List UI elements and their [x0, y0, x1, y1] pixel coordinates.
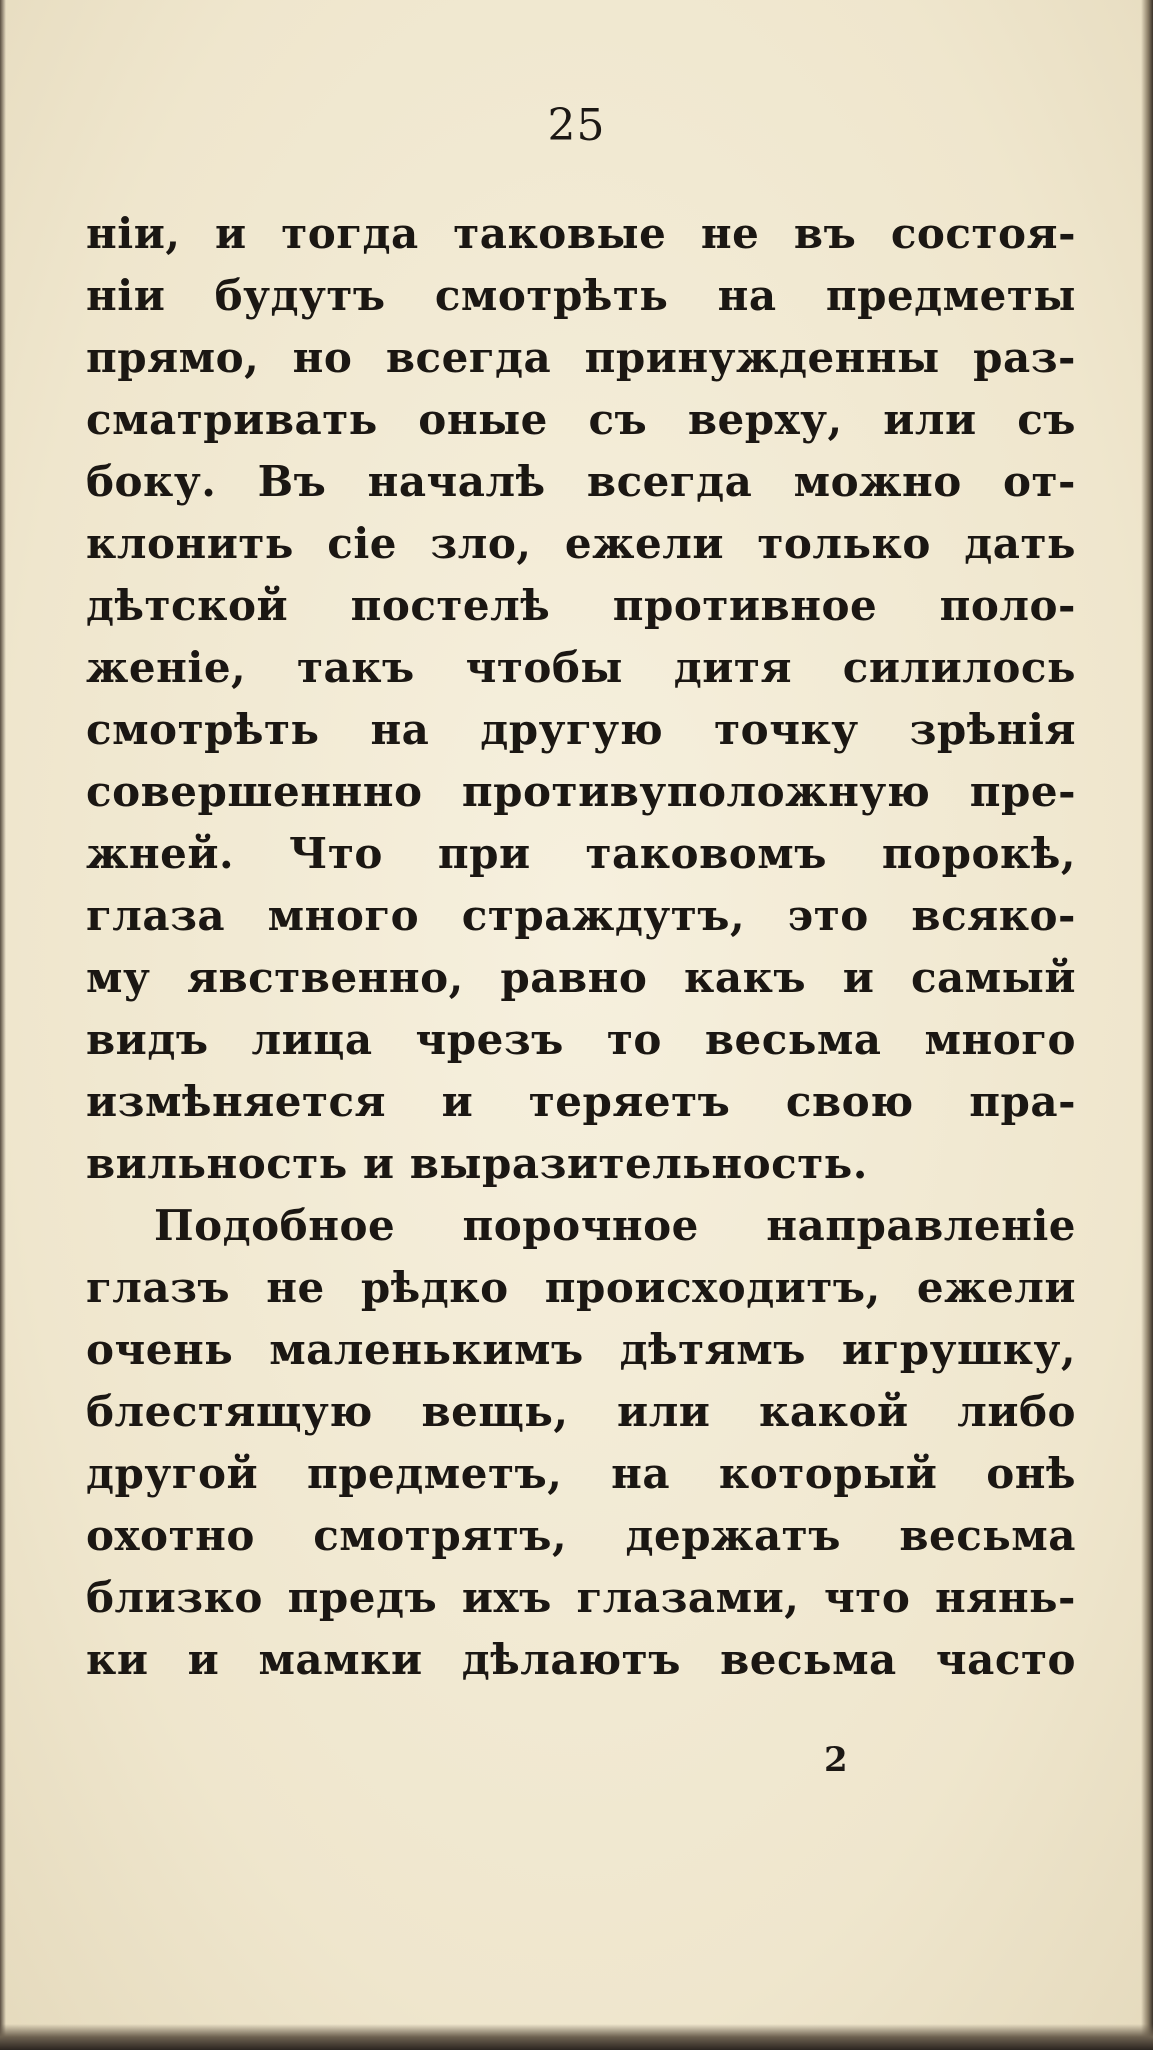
- text-line: видъ лица чрезъ то весьма много: [86, 1015, 1076, 1064]
- text-line: охотно смотрятъ, держатъ весьма: [86, 1511, 1076, 1560]
- text-line: жней. Что при таковомъ порокѣ,: [86, 829, 1076, 878]
- text-line: близко предъ ихъ глазами, что нянь-: [86, 1573, 1076, 1622]
- text-line: женiе, такъ чтобы дитя силилось: [86, 643, 1076, 692]
- page-number: 25: [547, 100, 606, 151]
- page-edge-right: [1141, 0, 1153, 2050]
- page-edge-bottom: [0, 2024, 1153, 2050]
- text-line: сматривать оные съ верху, или съ: [86, 395, 1076, 444]
- text-line: ки и мамки дѣлаютъ весьма часто: [86, 1635, 1076, 1684]
- text-line: дѣтской постелѣ противное поло-: [86, 581, 1076, 630]
- text-line: глазъ не рѣдко происходитъ, ежели: [86, 1263, 1076, 1312]
- text-line: глаза много страждутъ, это всяко-: [86, 891, 1076, 940]
- signature-mark: 2: [824, 1740, 848, 1780]
- text-line: измѣняется и теряетъ свою пра-: [86, 1077, 1076, 1126]
- text-line: блестящую вещь, или какой либо: [86, 1387, 1076, 1436]
- text-line: совершеннно противуположную пре-: [86, 767, 1076, 816]
- text-line: прямо, но всегда принужденны раз-: [86, 333, 1076, 382]
- text-line: нiи будутъ смотрѣть на предметы: [86, 271, 1076, 320]
- body-text: [86, 203, 1076, 1691]
- text-line: смотрѣть на другую точку зрѣнiя: [86, 705, 1076, 754]
- text-line: другой предметъ, на который онѣ: [86, 1449, 1076, 1498]
- text-line-paragraph-end: вильность и выразительность.: [86, 1139, 868, 1188]
- text-line: нiи, и тогда таковые не въ состоя-: [86, 209, 1076, 258]
- text-line: очень маленькимъ дѣтямъ игрушку,: [86, 1325, 1076, 1374]
- page-edge-left: [0, 0, 6, 2050]
- text-line: боку. Въ началѣ всегда можно от-: [86, 457, 1076, 506]
- text-line: клонить сiе зло, ежели только дать: [86, 519, 1076, 568]
- text-line-paragraph-start: Подобное порочное направленiе: [154, 1201, 1076, 1250]
- text-line: му явственно, равно какъ и самый: [86, 953, 1076, 1002]
